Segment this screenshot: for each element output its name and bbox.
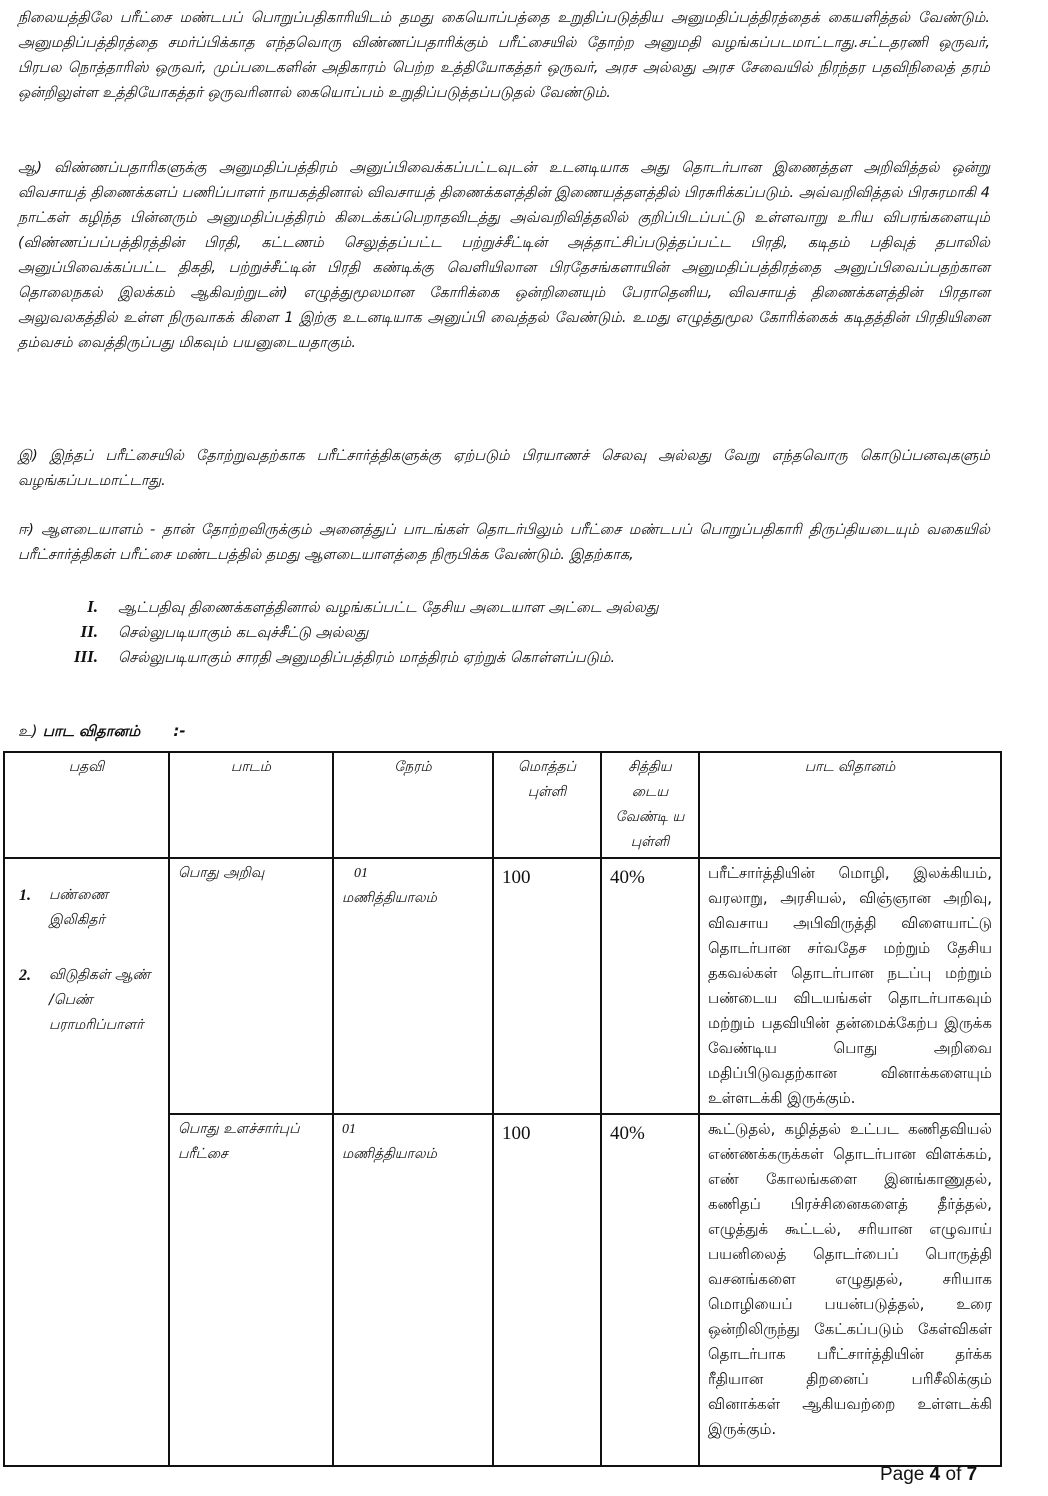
paragraph-i-travel: இ) இந்தப் பரீட்சையில் தோற்றுவதற்காக பரீட்சார்த்திகளுக்கு ஏற்படும் பிரயாணச் செலவு அல்லது வேறு எந்தவொரு கொடுப்பனவுகளும் வழங்கப்படமாட்டாது.: [18, 448, 990, 489]
header-total-marks: மொத்தப் புள்ளி: [493, 752, 601, 858]
post-item: 1. பண்ணை இலிகிதர்: [19, 887, 109, 928]
total-marks-cell: 100: [493, 858, 601, 1114]
time-cell: 01 மணித்தியாலம்: [333, 1114, 493, 1466]
post-item: 2. விடுதிகள் ஆண் /பெண் பராமரிப்பாளர்: [19, 967, 151, 1033]
total-marks-cell: 100: [493, 1114, 601, 1466]
id-list-item: I. ஆட்பதிவு திணைக்களத்தினால் வழங்கப்பட்ட தேசிய அடையாள அட்டை அல்லது: [87, 597, 659, 616]
table-header-row: [4, 752, 1001, 858]
syllabus-heading: உ) பாட விதானம் :-: [18, 722, 186, 740]
syllabus-description-cell: கூட்டுதல், கழித்தல் உட்பட கணிதவியல் எண்ணக்கருக்கள் தொடர்பான விளக்கம், எண் கோலங்களை இனங்காணுதல், கணிதப் பிரச்சினைகளைத் தீர்த்தல், எழுத்துக் கூட்டல், சரியான எழுவாய் பயனிலைத் தொடர்பைப் பொருத்தி வசனங்களை எழுதுதல், சரியாக மொழியைப் பயன்படுத்தல், உரை ஒன்றிலிருந்து கேட்கப்படும் கேள்விகள் தொடர்பாக பரீட்சார்த்தியின் தர்க்க ரீதியான திறனைப் பரிசீலிக்கும் வினாக்கள் ஆகியவற்றை உள்ளடக்கி இருக்கும்.: [699, 1114, 1001, 1466]
syllabus-description-cell: பரீட்சார்த்தியின் மொழி, இலக்கியம், வரலாறு, அரசியல், விஞ்ஞான அறிவு, விவசாய அபிவிருத்தி விளையாட்டு தொடர்பான சர்வதேச மற்றும் தேசிய தகவல்கள் தொடர்பான நடப்பு மற்றும் பண்டைய விடயங்கள் தொடர்பாகவும் மற்றும் பதவியின் தன்மைக்கேற்ப இருக்க வேண்டிய பொது அறிவை மதிப்பிடுவதற்கான வினாக்களையும் உள்ளடக்கி இருக்கும்.: [699, 858, 1001, 1114]
id-list-item: II. செல்லுபடியாகும் கடவுச்சீட்டு அல்லது: [80, 622, 369, 641]
pass-marks-cell: 40%: [601, 1114, 699, 1466]
time-cell: 01 மணித்தியாலம்: [333, 858, 493, 1114]
paragraph-aa-notice: ஆ) விண்ணப்பதாரிகளுக்கு அனுமதிப்பத்திரம் அனுப்பிவைக்கப்பட்டவுடன் உடனடியாக அது தொடர்பான இணைத்தள அறிவித்தல் ஒன்று விவசாயத் திணைக்களப் பணிப்பாளர் நாயகத்தினால் விவசாயத் திணைக்களத்தின் இணையத்தளத்தில் பிரசுரிக்கப்படும். அவ்வறிவித்தல் பிரசுரமாகி 4 நாட்கள் கழிந்த பின்னரும் அனுமதிப்பத்திரம் கிடைக்கப்பெறாதவிடத்து அவ்வறிவித்தலில் குறிப்பிடப்பட்டு உள்ளவாறு உரிய விபரங்களையும் (விண்ணப்பப்பத்திரத்தின் பிரதி, கட்டணம் செலுத்தப்பட்ட பற்றுச்சீட்டின் அத்தாட்சிப்படுத்தப்பட்ட பிரதி, கடிதம் பதிவுத் தபாலில் அனுப்பிவைக்கப்பட்ட திகதி, பற்றுச்சீட்டின் பிரதி கண்டிக்கு வெளியிலான பிரதேசங்களாயின் அனுமதிப்பத்திரத்தை அனுப்பிவைப்பதற்கான தொலைநகல் இலக்கம் ஆகிவற்றுடன்) எழுத்துமூலமான கோரிக்கை ஒன்றினையும் பேராதெனிய, விவசாயத் திணைக்களத்தின் பிரதான அலுவலகத்தில் உள்ள நிருவாகக் கிளை 1 இற்கு உடனடியாக அனுப்பி வைத்தல் வேண்டும். உமது எழுத்துமூல கோரிக்கைக் கடிதத்தின் பிரதியினை தம்வசம் வைத்திருப்பது மிகவும் பயனுடையதாகும்.: [18, 160, 990, 351]
pass-marks-cell: 40%: [601, 858, 699, 1114]
posts-cell: [4, 858, 169, 1466]
header-pass-marks: சித்திய டைய வேண்டி ய புள்ளி: [601, 752, 699, 858]
table-row: [4, 858, 1001, 1114]
id-list-item: III. செல்லுபடியாகும் சாரதி அனுமதிப்பத்திரம் மாத்திரம் ஏற்றுக் கொள்ளப்படும்.: [73, 647, 616, 666]
subject-cell: பொது உளச்சார்புப் பரீட்சை: [169, 1114, 333, 1466]
syllabus-table: [3, 751, 1002, 1467]
header-post: பதவி: [4, 752, 169, 858]
paragraph-admission-card: நிலையத்திலே பரீட்சை மண்டபப் பொறுப்பதிகாரியிடம் தமது கையொப்பத்தை உறுதிப்படுத்திய அனுமதிப்பத்திரத்தைக் கையளித்தல் வேண்டும். அனுமதிப்பத்திரத்தை சமர்ப்பிக்காத எந்தவொரு விண்ணப்பதாரிக்கும் பரீட்சையில் தோற்ற அனுமதி வழங்கப்படமாட்டாது.சட்டதரணி ஒருவர், பிரபல நொத்தாரிஸ் ஒருவர், முப்படைகளின் அதிகாரம் பெற்ற உத்தியோகத்தர் ஒருவர், அரச அல்லது அரச சேவையில் நிரந்தர பதவிநிலைத் தரம் ஒன்றிலுள்ள உத்தியோகத்தர் ஒருவரினால் கையொப்பம் உறுதிப்படுத்தப்படுதல் வேண்டும்.: [18, 10, 990, 101]
page-number: Page 4 of 7: [880, 1464, 978, 1485]
subject-cell: பொது அறிவு: [169, 858, 333, 1114]
paragraph-ii-identity: ஈ) ஆளடையாளம் - தான் தோற்றவிருக்கும் அனைத்துப் பாடங்கள் தொடர்பிலும் பரீட்சை மண்டபப் பொறுப்பதிகாரி திருப்தியடையும் வகையில் பரீட்சார்த்திகள் பரீட்சை மண்டபத்தில் தமது ஆளடையாளத்தை நிரூபிக்க வேண்டும். இதற்காக,: [18, 522, 990, 563]
header-subject: பாடம்: [169, 752, 333, 858]
header-syllabus: பாட விதானம்: [699, 752, 1001, 858]
header-time: நேரம்: [333, 752, 493, 858]
